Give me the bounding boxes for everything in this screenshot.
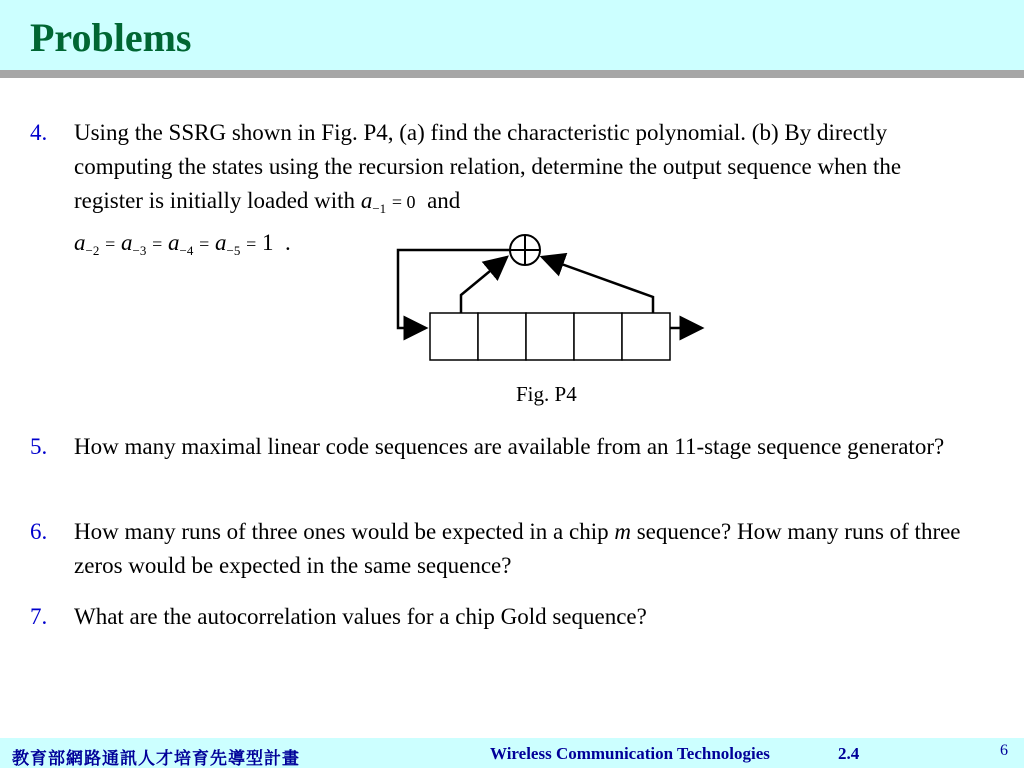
- problem-number: 5.: [30, 434, 48, 459]
- register-stage-4: [574, 313, 622, 360]
- math-equals-zero: = 0: [391, 192, 416, 212]
- initial-condition-rest: [74, 226, 274, 268]
- problem-6-text: [74, 515, 974, 583]
- slide-footer: [0, 738, 1024, 768]
- problem-number: 6.: [30, 519, 48, 544]
- math-subscript: −4: [179, 243, 194, 258]
- shift-register: [430, 313, 670, 360]
- footer-section-number: 2.4: [838, 744, 860, 763]
- page-title: Problems: [30, 15, 192, 60]
- page-number: 6: [1000, 742, 1008, 759]
- problem-7-text: What are the autocorrelation values for a chip Gold sequence?: [74, 604, 647, 629]
- math-equals: =: [105, 234, 116, 254]
- header-divider: [0, 70, 1024, 78]
- slide-header: [0, 0, 1024, 70]
- math-var: a: [121, 230, 133, 255]
- math-var: a: [74, 230, 86, 255]
- math-equals: =: [246, 234, 257, 254]
- math-subscript: −3: [132, 243, 147, 258]
- math-equals: =: [152, 234, 163, 254]
- footer-program-name: 教育部網路通訊人才培育先導型計畫: [12, 749, 300, 769]
- ssrg-diagram: [380, 225, 720, 370]
- and-word: and: [427, 188, 461, 213]
- math-value-one: 1: [262, 230, 274, 255]
- tap-line-stage-5: [542, 257, 653, 313]
- period: .: [285, 230, 291, 255]
- text-part: How many runs of three ones would be expected in a chip: [74, 519, 615, 544]
- math-equals: =: [199, 234, 210, 254]
- math-subscript: −5: [226, 243, 241, 258]
- math-subscript: −1: [372, 201, 387, 216]
- register-stage-2: [478, 313, 526, 360]
- problem-number: 4.: [30, 120, 48, 145]
- italic-m: m: [614, 519, 631, 544]
- math-var: a: [168, 230, 180, 255]
- problem-5-text: How many maximal linear code sequences are available from an 11-stage sequence generator?: [74, 434, 945, 459]
- problem-number: 7.: [30, 604, 48, 629]
- math-var: a: [215, 230, 227, 255]
- initial-condition-a1: [360, 188, 422, 216]
- math-var: a: [360, 188, 373, 213]
- register-stage-1: [430, 313, 478, 360]
- tap-line-stage-1: [461, 257, 507, 313]
- footer-course-title: Wireless Communication Technologies: [490, 744, 770, 763]
- math-subscript: −2: [85, 243, 100, 258]
- register-stage-3: [526, 313, 574, 360]
- text-part: sequence? How many runs of three zeros would be expected in the same sequence?: [74, 519, 961, 578]
- register-stage-5: [622, 313, 670, 360]
- figure-caption: Fig. P4: [516, 382, 577, 406]
- problem-4-text: Using the SSRG shown in Fig. P4, (a) find the characteristic polynomial. (b) By directly computing the states using the recursion relation, determine the output sequence when the register is initially loaded with: [74, 120, 902, 213]
